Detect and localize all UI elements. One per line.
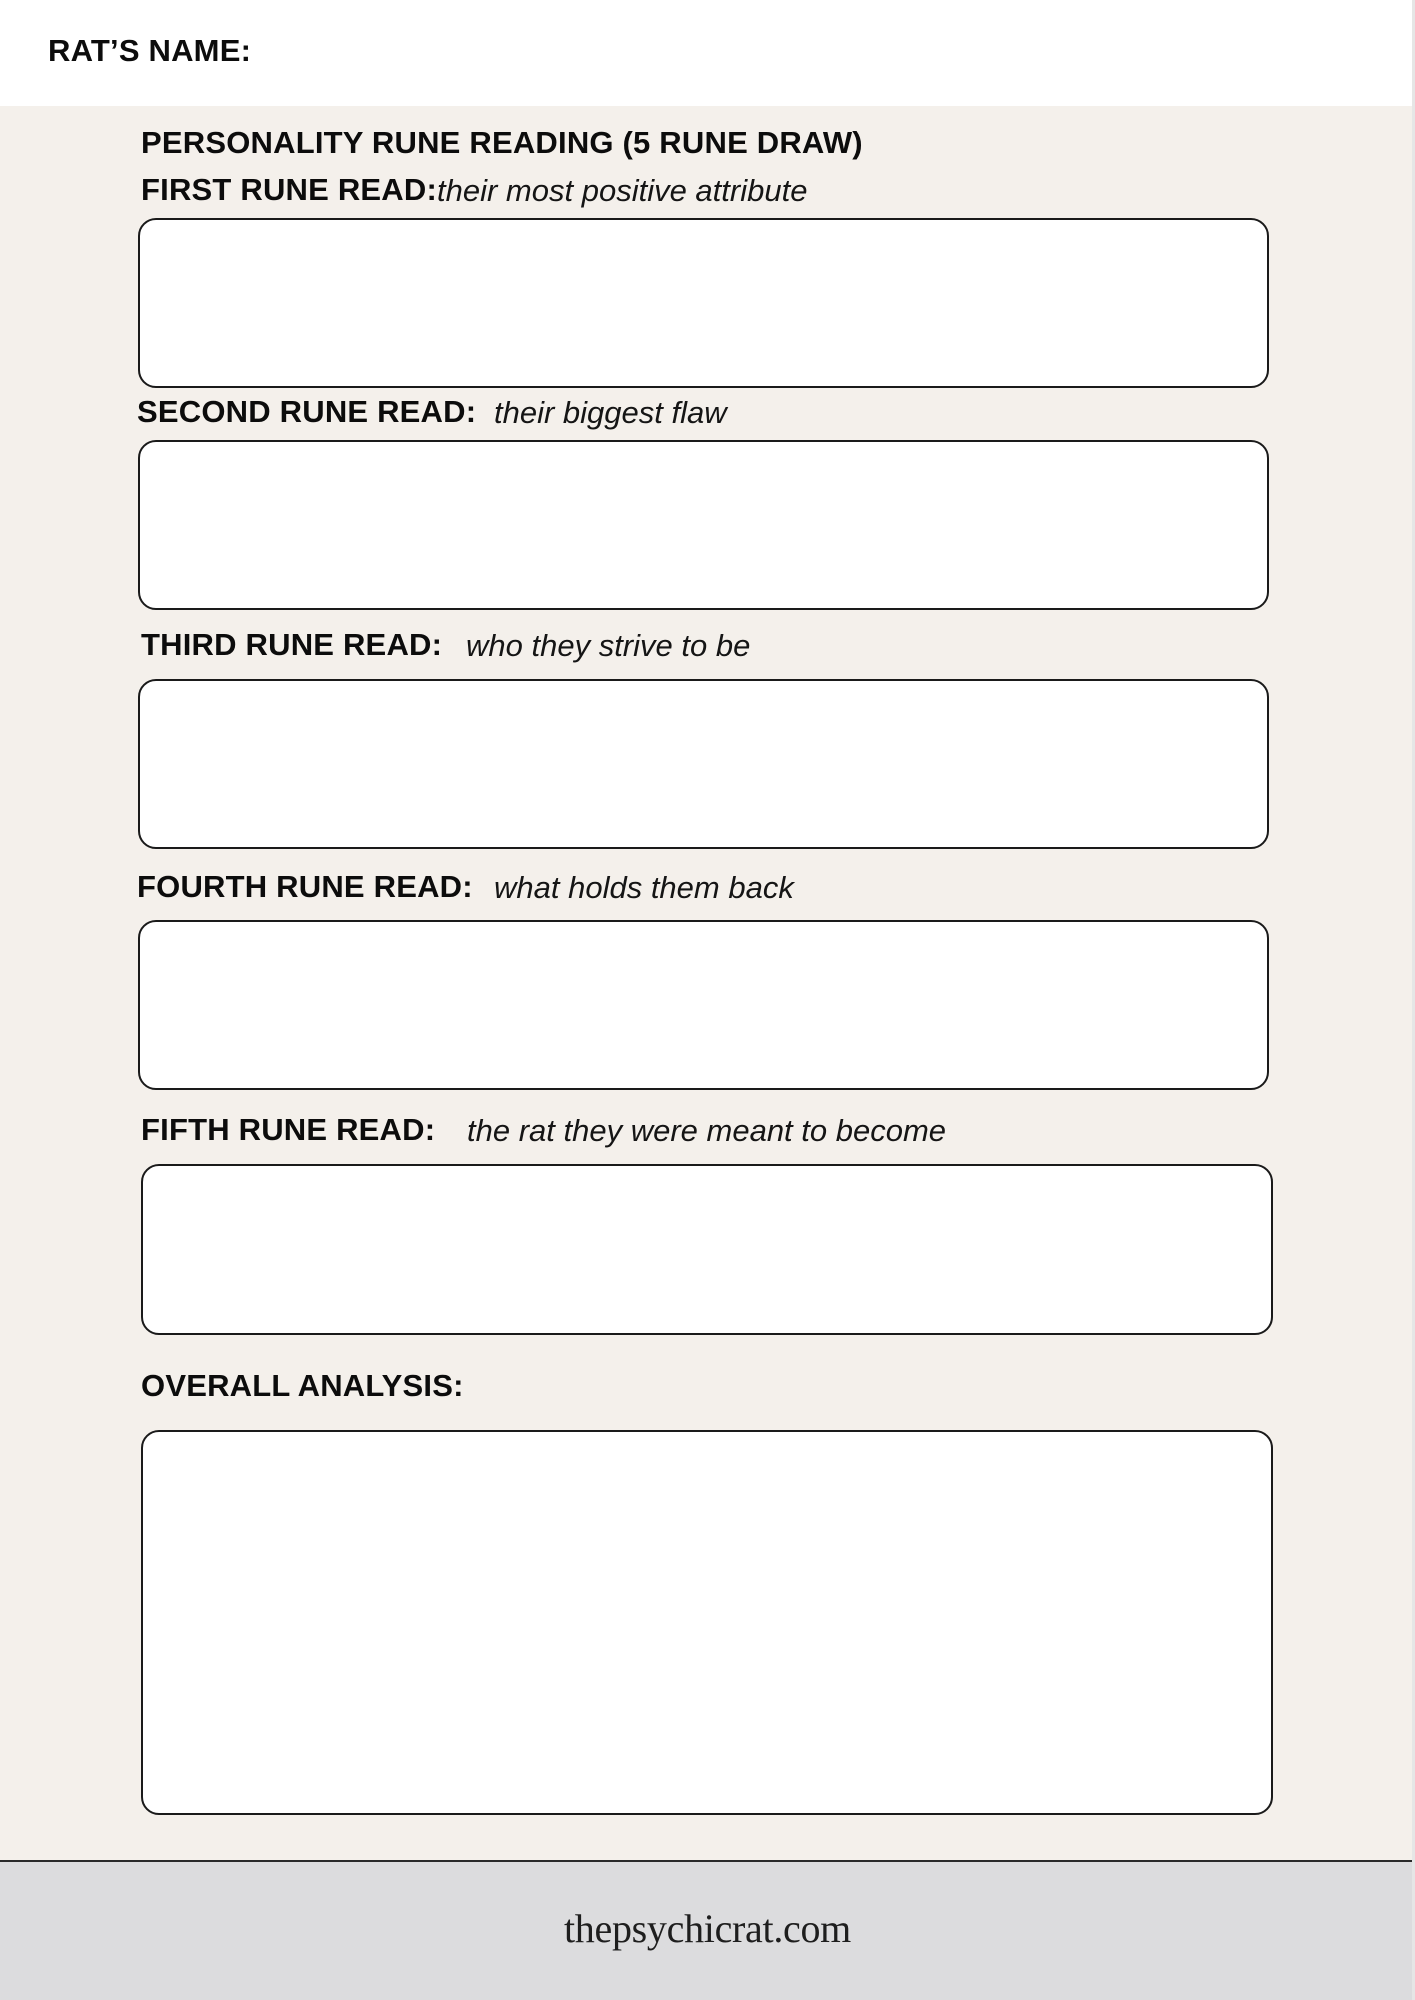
fifth-rune-answer-box[interactable]: [141, 1164, 1273, 1335]
first-rune-label: FIRST RUNE READ:: [141, 172, 437, 207]
first-rune-answer-box[interactable]: [138, 218, 1269, 388]
third-rune-hint: who they strive to be: [466, 628, 751, 663]
overall-analysis-box[interactable]: [141, 1430, 1273, 1815]
overall-analysis-label: OVERALL ANALYSIS:: [141, 1368, 464, 1403]
third-rune-label: THIRD RUNE READ:: [141, 627, 443, 662]
third-rune-answer-box[interactable]: [138, 679, 1269, 849]
fifth-rune-hint: the rat they were meant to become: [467, 1113, 947, 1148]
worksheet-title: PERSONALITY RUNE READING (5 RUNE DRAW): [141, 125, 863, 160]
fourth-rune-hint: what holds them back: [494, 870, 794, 905]
fourth-rune-label: FOURTH RUNE READ:: [137, 869, 473, 904]
second-rune-answer-box[interactable]: [138, 440, 1269, 610]
rat-name-label: RAT’S NAME:: [48, 33, 252, 68]
first-rune-hint: their most positive attribute: [437, 173, 808, 208]
fourth-rune-answer-box[interactable]: [138, 920, 1269, 1090]
second-rune-hint: their biggest flaw: [494, 395, 727, 430]
second-rune-label: SECOND RUNE READ:: [137, 394, 477, 429]
fifth-rune-label: FIFTH RUNE READ:: [141, 1112, 436, 1147]
website-url: thepsychicrat.com: [563, 1906, 851, 1951]
